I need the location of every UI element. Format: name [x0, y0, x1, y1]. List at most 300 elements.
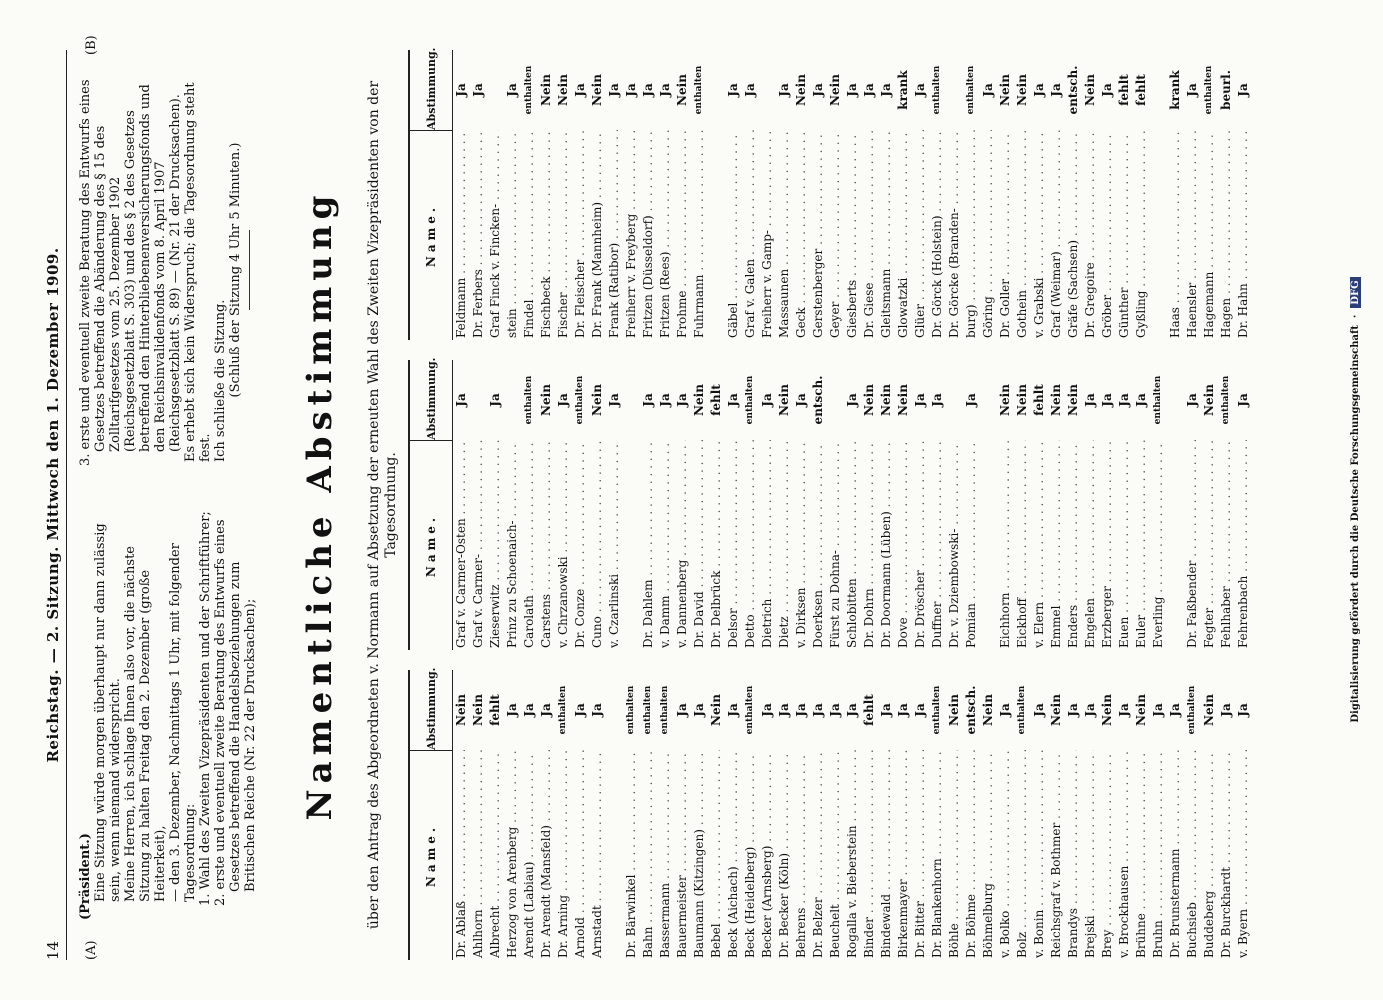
- table-row: [861, 50, 878, 340]
- vote-value: Ja: [522, 703, 536, 717]
- vote-value: [1150, 50, 1167, 130]
- table-row: [572, 670, 589, 960]
- table-row: [1065, 670, 1082, 960]
- table-row: [929, 360, 946, 650]
- table-row: [538, 670, 555, 960]
- member-name: Dr. Hahn . . .: [1235, 130, 1252, 340]
- table-row: [1167, 50, 1184, 340]
- vote-table-3: [408, 47, 1252, 340]
- table-row: [1116, 670, 1133, 960]
- vote-value: Ja: [1236, 83, 1250, 97]
- vote-value: fehlt: [1117, 74, 1131, 106]
- vote-value: beurl.: [1219, 70, 1233, 110]
- member-name: Bolz . . .: [1014, 750, 1031, 960]
- vote-value: Nein: [590, 74, 604, 106]
- table-row: [1184, 360, 1201, 650]
- member-name: v. Dirksen . . .: [793, 440, 810, 650]
- table-row: [844, 360, 861, 650]
- table-row: [980, 50, 997, 340]
- vote-value: Ja: [1083, 703, 1097, 717]
- member-name: Freiherr v. Freyberg . . .: [623, 130, 640, 340]
- vote-value: enthalten: [1187, 685, 1197, 735]
- member-name: Dr. Görck (Holstein) . . .: [929, 130, 946, 340]
- right-text-column: [78, 60, 256, 480]
- vote-value: Nein: [1049, 694, 1063, 726]
- table-row: [453, 50, 470, 340]
- member-name: Arendt (Labiau) . . .: [521, 750, 538, 960]
- member-name: Arnstadt . . .: [589, 750, 606, 960]
- table-row: [691, 360, 708, 650]
- table-row: [504, 360, 521, 650]
- vote-value: Ja: [505, 83, 519, 97]
- vote-value: Ja: [1066, 703, 1080, 717]
- table-row: [997, 50, 1014, 340]
- member-name: Dietz . . .: [776, 440, 793, 650]
- member-name: Günther . . .: [1116, 130, 1133, 340]
- table-row: [1218, 360, 1235, 650]
- member-name: Fürst zu Dohna- . . .: [827, 440, 844, 650]
- table-row: [1099, 670, 1116, 960]
- member-name: Everling . . .: [1150, 440, 1167, 650]
- member-name: Detto . . .: [742, 440, 759, 650]
- table-row: [674, 360, 691, 650]
- vote-value: enthalten: [932, 685, 942, 735]
- member-name: Dr. Conze . . .: [572, 440, 589, 650]
- member-name: Bebel . . .: [708, 750, 725, 960]
- table-row: [708, 670, 725, 960]
- member-name: Cuno . . .: [589, 440, 606, 650]
- table-row: [946, 360, 963, 650]
- member-name: Feldmann . . .: [453, 130, 470, 340]
- paragraph: Es erhebt sich kein Widerspruch; die Tagesordnung steht fest.: [183, 82, 213, 462]
- member-name: Fehlhaber . . .: [1218, 440, 1235, 650]
- vote-value: Nein: [998, 384, 1012, 416]
- table-row: [929, 670, 946, 960]
- table-row: [453, 670, 470, 960]
- table-row: [912, 360, 929, 650]
- member-name: Dr. v. Dziembowski- . . .: [946, 440, 963, 650]
- member-name: Dr. Bitter . . .: [912, 750, 929, 960]
- table-row: [1167, 360, 1184, 650]
- table-row: [1031, 360, 1048, 650]
- member-name: Herzog von Arenberg . . .: [504, 750, 521, 960]
- vote-value: [946, 360, 963, 440]
- member-name: Buchsieb . . .: [1184, 750, 1201, 960]
- vote-value: Ja: [1083, 393, 1097, 407]
- table-row: [470, 670, 487, 960]
- table-row: [980, 360, 997, 650]
- vote-value: Nein: [794, 74, 808, 106]
- vote-value: enthalten: [745, 375, 755, 425]
- vote-value: entsch.: [1066, 65, 1080, 115]
- page-number: 14: [44, 940, 62, 960]
- vote-value: Ja: [964, 393, 978, 407]
- vote-value: Ja: [794, 703, 808, 717]
- member-name: v. Bolko . . .: [997, 750, 1014, 960]
- member-name: Frank (Ratibor) . . .: [606, 130, 623, 340]
- member-name: Fegter . . .: [1201, 440, 1218, 650]
- member-name: Gräfe (Sachsen) . . .: [1065, 130, 1082, 340]
- member-name: Dr. Giese . . .: [861, 130, 878, 340]
- member-name: Bahn . . .: [640, 750, 657, 960]
- table-row: [725, 670, 742, 960]
- member-name: Ahlhorn . . .: [470, 750, 487, 960]
- member-name: Glüer . . .: [912, 130, 929, 340]
- vote-value: Ja: [1134, 393, 1148, 407]
- member-name: Beck (Aichach) . . .: [725, 750, 742, 960]
- vote-value: Ja: [573, 83, 587, 97]
- vote-value: [946, 50, 963, 130]
- vote-value: Ja: [896, 703, 910, 717]
- vote-value: Ja: [1032, 703, 1046, 717]
- vote-value: Ja: [641, 393, 655, 407]
- member-name: v. Damm . . .: [657, 440, 674, 650]
- table-row: [759, 50, 776, 340]
- vote-value: Ja: [607, 83, 621, 97]
- table-row: [691, 50, 708, 340]
- vote-value: Ja: [981, 83, 995, 97]
- member-name: Birkenmayer . . .: [895, 750, 912, 960]
- paragraph: Meine Herren, ich schlage Ihnen also vor, die nächste Sitzung zu halten Freitag den 2. Dezember (große Heiterkeit),: [123, 546, 168, 902]
- table-row: [1133, 50, 1150, 340]
- vote-value: fehlt: [1032, 384, 1046, 416]
- table-row: [1099, 50, 1116, 340]
- member-name: Dr. Brunstermann . . .: [1167, 750, 1184, 960]
- table-row: [606, 360, 623, 650]
- vote-column-header: Abstimmung.: [424, 667, 438, 750]
- table-row: [470, 360, 487, 650]
- member-name: Dr. Becker (Köln) . . .: [776, 750, 793, 960]
- table-row: [742, 360, 759, 650]
- vote-value: fehlt: [1134, 74, 1148, 106]
- vote-value: Ja: [1117, 703, 1131, 717]
- member-name: Graf (Weimar) . . .: [1048, 130, 1065, 340]
- vote-value: fehlt: [709, 384, 723, 416]
- vote-value: Nein: [981, 694, 995, 726]
- vote-value: Ja: [726, 83, 740, 97]
- table-row: [1099, 360, 1116, 650]
- table-row: [759, 670, 776, 960]
- member-name: Duffner . . .: [929, 440, 946, 650]
- member-name: Fischbeck . . .: [538, 130, 555, 340]
- table-body: [453, 50, 1252, 340]
- table-row: [1150, 360, 1167, 650]
- member-name: Dr. Dröscher . . .: [912, 440, 929, 650]
- vote-value: [759, 50, 776, 130]
- member-name: stein . . .: [504, 130, 521, 340]
- member-name: Fischer . . .: [555, 130, 572, 340]
- vote-value: enthalten: [643, 685, 653, 735]
- vote-value: Nein: [896, 384, 910, 416]
- vote-value: Ja: [1100, 393, 1114, 407]
- member-name: Albrecht . . .: [487, 750, 504, 960]
- margin-marker-b: (B): [84, 35, 99, 55]
- page-header: [44, 50, 70, 960]
- member-name: Dr. Gregoire . . .: [1082, 130, 1099, 340]
- vote-value: enthalten: [966, 65, 976, 115]
- member-name: Haas . . .: [1167, 130, 1184, 340]
- vote-value: Ja: [471, 83, 485, 97]
- vote-value: enthalten: [558, 685, 568, 735]
- member-name: Fritzen (Rees) . . .: [657, 130, 674, 340]
- member-name: Gerstenberger . . .: [810, 130, 827, 340]
- table-row: [946, 50, 963, 340]
- table-row: [487, 360, 504, 650]
- table-row: [810, 670, 827, 960]
- table-row: [470, 50, 487, 340]
- member-name: Dr. Frank (Mannheim) . . .: [589, 130, 606, 340]
- member-name: Graf v. Galen . . .: [742, 130, 759, 340]
- digitization-note: Digitalisierung gefördert durch die Deutsche Forschungsgemeinschaft · DFG: [1350, 20, 1361, 980]
- vote-value: Nein: [947, 694, 961, 726]
- table-row: [521, 50, 538, 340]
- vote-value: [487, 50, 504, 130]
- vote-value: Ja: [1236, 703, 1250, 717]
- member-name: Emmel . . .: [1048, 440, 1065, 650]
- table-row: [1235, 360, 1252, 650]
- table-row: [555, 360, 572, 650]
- table-row: [1031, 670, 1048, 960]
- table-row: [844, 670, 861, 960]
- table-row: [1116, 360, 1133, 650]
- table-row: [963, 50, 980, 340]
- table-row: [878, 360, 895, 650]
- member-name: Eichhorn . . .: [997, 440, 1014, 650]
- closing-note: (Schluß der Sitzung 4 Uhr 5 Minuten.): [228, 142, 243, 398]
- member-name: Carstens . . .: [538, 440, 555, 650]
- member-name: v. Czarlinski . . .: [606, 440, 623, 650]
- vote-value: Nein: [998, 74, 1012, 106]
- vote-value: [1167, 360, 1184, 440]
- vote-value: Ja: [454, 393, 468, 407]
- table-row: [895, 50, 912, 340]
- vote-value: Ja: [794, 393, 808, 407]
- vote-value: Nein: [879, 384, 893, 416]
- vote-value: Nein: [1049, 384, 1063, 416]
- member-name: Brejski . . .: [1082, 750, 1099, 960]
- member-name: v. Bonin . . .: [1031, 750, 1048, 960]
- vote-value: Nein: [539, 384, 553, 416]
- table-row: [1201, 360, 1218, 650]
- table-row: [1133, 360, 1150, 650]
- table-row: [589, 670, 606, 960]
- vote-value: Ja: [726, 703, 740, 717]
- member-name: Rogalla v. Bieberstein . . .: [844, 750, 861, 960]
- speaker-label: (Präsident.): [78, 833, 93, 920]
- table-row: [487, 50, 504, 340]
- member-name: Beuchelt . . .: [827, 750, 844, 960]
- vote-value: Nein: [1100, 694, 1114, 726]
- vote-value: [980, 360, 997, 440]
- vote-value: entsch.: [811, 375, 825, 425]
- vote-value: Ja: [845, 703, 859, 717]
- vote-value: Nein: [556, 74, 570, 106]
- vote-value: Nein: [709, 694, 723, 726]
- table-row: [759, 360, 776, 650]
- member-name: Delsor . . .: [725, 440, 742, 650]
- member-name: v. Byern . . .: [1235, 750, 1252, 960]
- vote-value: Nein: [1202, 384, 1216, 416]
- table-body: [453, 670, 1252, 960]
- vote-value: Ja: [1032, 83, 1046, 97]
- member-name: Fritzen (Düsseldorf) . . .: [640, 130, 657, 340]
- table-body: [453, 360, 1252, 650]
- vote-value: Ja: [1168, 703, 1182, 717]
- vote-value: fehlt: [862, 694, 876, 726]
- table-row: [538, 360, 555, 650]
- table-row: [912, 670, 929, 960]
- margin-marker-a: (A): [84, 940, 99, 960]
- table-row: [657, 670, 674, 960]
- member-name: Geck . . .: [793, 130, 810, 340]
- table-row: [589, 360, 606, 650]
- member-name: Graf v. Carmer- . . .: [470, 440, 487, 650]
- vote-value: Nein: [1015, 74, 1029, 106]
- vote-value: Ja: [913, 703, 927, 717]
- table-row: [725, 50, 742, 340]
- member-name: Dr. Doormann (Lüben) . . .: [878, 440, 895, 650]
- member-name: Dr. Goller . . .: [997, 130, 1014, 340]
- vote-value: Nein: [590, 384, 604, 416]
- member-name: v. Grabski . . .: [1031, 130, 1048, 340]
- vote-value: Ja: [454, 83, 468, 97]
- member-name: Schlobitten . . .: [844, 440, 861, 650]
- vote-value: Ja: [505, 703, 519, 717]
- member-name: Baumann (Kitzingen) . . .: [691, 750, 708, 960]
- vote-value: Nein: [1015, 384, 1029, 416]
- table-row: [487, 670, 504, 960]
- vote-value: [470, 360, 487, 440]
- vote-value: Ja: [913, 393, 927, 407]
- member-name: Böhle . . .: [946, 750, 963, 960]
- table-row: [742, 50, 759, 340]
- table-row: [810, 50, 827, 340]
- vote-value: Ja: [930, 393, 944, 407]
- member-name: Bindewald . . .: [878, 750, 895, 960]
- vote-value: Ja: [1100, 83, 1114, 97]
- member-name: Hagemann . . .: [1201, 130, 1218, 340]
- table-row: [453, 360, 470, 650]
- vote-value: Nein: [471, 694, 485, 726]
- vote-value: enthalten: [1153, 375, 1163, 425]
- table-row: [1184, 670, 1201, 960]
- vote-value: Ja: [777, 703, 791, 717]
- vote-value: Ja: [743, 83, 757, 97]
- table-row: [521, 360, 538, 650]
- member-name: Becker (Arnsberg) . . .: [759, 750, 776, 960]
- vote-value: Ja: [998, 703, 1012, 717]
- member-name: Dr. Böhme . . .: [963, 750, 980, 960]
- table-row: [1150, 670, 1167, 960]
- member-name: Euler . . .: [1133, 440, 1150, 650]
- member-name: Dr. Dohrn . . .: [861, 440, 878, 650]
- table-row: [708, 360, 725, 650]
- table-row: [623, 360, 640, 650]
- vote-value: enthalten: [745, 685, 755, 735]
- table-row: [1235, 50, 1252, 340]
- vote-value: enthalten: [1221, 375, 1231, 425]
- vote-value: Ja: [573, 703, 587, 717]
- table-row: [691, 670, 708, 960]
- member-name: Zieserwitz . . .: [487, 440, 504, 650]
- table-row: [861, 670, 878, 960]
- member-name: v. Elern . . .: [1031, 440, 1048, 650]
- table-row: [793, 670, 810, 960]
- vote-value: Ja: [828, 703, 842, 717]
- member-name: Gäbel . . .: [725, 130, 742, 340]
- vote-value: Ja: [607, 393, 621, 407]
- vote-value: krank: [1168, 70, 1182, 110]
- member-name: Dr. Ablaß . . .: [453, 750, 470, 960]
- table-row: [606, 50, 623, 340]
- member-name: Brandys . . .: [1065, 750, 1082, 960]
- member-name: Dr. Faßbender . . .: [1184, 440, 1201, 650]
- table-row: [708, 50, 725, 340]
- table-row: [776, 360, 793, 650]
- vote-value: entsch.: [964, 685, 978, 735]
- vote-value: Ja: [862, 83, 876, 97]
- member-name: Göring . . .: [980, 130, 997, 340]
- member-name: Dr. Delbrück . . .: [708, 440, 725, 650]
- vote-subtitle: über den Antrag des Abgeordneten v. Normann auf Absetzung der erneuten Wahl des Zweiten Vizepräsidenten von der Tagesordnung.: [366, 80, 399, 930]
- vote-table-2: [408, 357, 1252, 650]
- table-row: [878, 670, 895, 960]
- table-row: [912, 50, 929, 340]
- table-row: [1082, 50, 1099, 340]
- member-name: Dr. Burckhardt . . .: [1218, 750, 1235, 960]
- dfg-logo: DFG: [1350, 277, 1361, 307]
- vote-value: Ja: [1117, 393, 1131, 407]
- table-row: [1167, 670, 1184, 960]
- member-name: Gleitsmann . . .: [878, 130, 895, 340]
- member-name: Dr. Belzer . . .: [810, 750, 827, 960]
- member-name: Beck (Heidelberg) . . .: [742, 750, 759, 960]
- table-row: [1235, 670, 1252, 960]
- member-name: Geyer . . .: [827, 130, 844, 340]
- table-row: [1031, 50, 1048, 340]
- vote-value: Ja: [777, 83, 791, 97]
- vote-value: Nein: [1083, 74, 1097, 106]
- table-row: [997, 360, 1014, 650]
- table-row: [963, 360, 980, 650]
- table-row: [861, 360, 878, 650]
- vote-value: enthalten: [524, 65, 534, 115]
- table-row: [1150, 50, 1167, 340]
- vote-value: Ja: [913, 83, 927, 97]
- table-row: [776, 670, 793, 960]
- vote-value: Ja: [624, 83, 638, 97]
- table-row: [1116, 50, 1133, 340]
- table-row: [725, 360, 742, 650]
- vote-value: Ja: [760, 703, 774, 717]
- table-row: [1201, 50, 1218, 340]
- table-row: [895, 360, 912, 650]
- vote-value: [708, 50, 725, 130]
- vote-value: [504, 360, 521, 440]
- table-row: [572, 360, 589, 650]
- member-name: Erzberger . . .: [1099, 440, 1116, 650]
- vote-value: Ja: [811, 703, 825, 717]
- table-row: [1133, 670, 1150, 960]
- agenda-item: 1. Wahl des Zweiten Vizepräsidenten und der Schriftführer;: [198, 511, 213, 906]
- digitization-text: Digitalisierung gefördert durch die Deutsche Forschungsgemeinschaft: [1350, 325, 1361, 723]
- table-row: [963, 670, 980, 960]
- vote-value: Ja: [675, 703, 689, 717]
- member-name: v. Dannenberg . . .: [674, 440, 691, 650]
- paragraph: — den 3. Dezember, Nachmittags 1 Uhr, mit folgender Tagesordnung:: [168, 543, 198, 902]
- agenda-item: 3. erste und eventuell zweite Beratung des Entwurfs eines Gesetzes betreffend die Abänderung des § 15 des Zolltarifgesetzes vom 25. Dezember 1902 (Reichsgesetzblatt S. 303) und des § 2 des Gesetzes betreffend den Hinterbliebenenversicherungsfonds und den Reichsinvalidenfonds vom 8. April 1907 (Reichsgesetzblatt S. 89) — (Nr. 21 der Drucksachen).: [78, 79, 183, 466]
- vote-value: Ja: [1219, 703, 1233, 717]
